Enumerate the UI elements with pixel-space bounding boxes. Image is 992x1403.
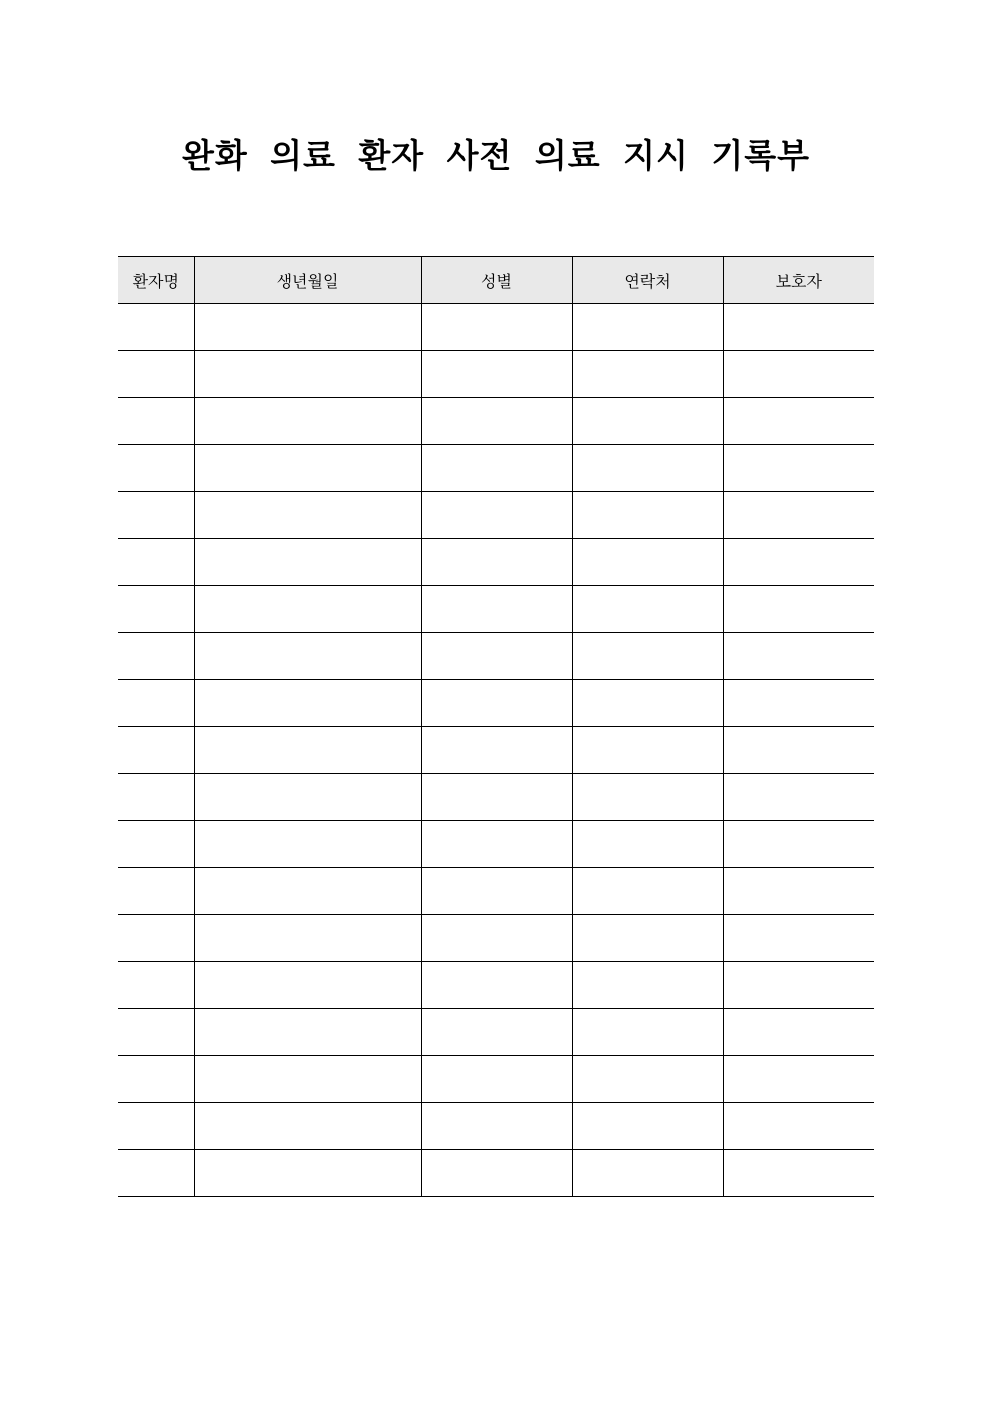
header-guardian: 보호자	[723, 257, 874, 304]
gender-cell[interactable]	[421, 398, 572, 445]
gender-cell[interactable]	[421, 1056, 572, 1103]
guardian-cell[interactable]	[723, 539, 874, 586]
guardian-cell[interactable]	[723, 1056, 874, 1103]
contact-cell[interactable]	[572, 539, 723, 586]
table-body	[118, 304, 874, 1197]
gender-cell[interactable]	[421, 586, 572, 633]
patient-name-cell[interactable]	[118, 821, 194, 868]
table-row	[118, 821, 874, 868]
gender-cell[interactable]	[421, 304, 572, 351]
birth-date-cell[interactable]	[194, 680, 421, 727]
birth-date-cell[interactable]	[194, 1103, 421, 1150]
guardian-cell[interactable]	[723, 633, 874, 680]
patient-name-cell[interactable]	[118, 680, 194, 727]
patient-name-cell[interactable]	[118, 727, 194, 774]
gender-cell[interactable]	[421, 774, 572, 821]
patient-record-table	[118, 256, 874, 1197]
contact-cell[interactable]	[572, 1103, 723, 1150]
guardian-cell[interactable]	[723, 445, 874, 492]
contact-cell[interactable]	[572, 586, 723, 633]
guardian-cell[interactable]	[723, 915, 874, 962]
guardian-cell[interactable]	[723, 962, 874, 1009]
birth-date-cell[interactable]	[194, 962, 421, 1009]
guardian-cell[interactable]	[723, 304, 874, 351]
gender-cell[interactable]	[421, 821, 572, 868]
table-row	[118, 586, 874, 633]
table-row	[118, 492, 874, 539]
birth-date-cell[interactable]	[194, 445, 421, 492]
guardian-cell[interactable]	[723, 774, 874, 821]
gender-cell[interactable]	[421, 492, 572, 539]
table-row	[118, 1009, 874, 1056]
table-row	[118, 1056, 874, 1103]
contact-cell[interactable]	[572, 398, 723, 445]
patient-name-cell[interactable]	[118, 962, 194, 1009]
birth-date-cell[interactable]	[194, 821, 421, 868]
birth-date-cell[interactable]	[194, 633, 421, 680]
header-contact: 연락처	[572, 257, 723, 304]
table-row	[118, 351, 874, 398]
guardian-cell[interactable]	[723, 351, 874, 398]
birth-date-cell[interactable]	[194, 868, 421, 915]
birth-date-cell[interactable]	[194, 351, 421, 398]
contact-cell[interactable]	[572, 1009, 723, 1056]
birth-date-cell[interactable]	[194, 915, 421, 962]
patient-name-cell[interactable]	[118, 445, 194, 492]
guardian-cell[interactable]	[723, 586, 874, 633]
table-row	[118, 962, 874, 1009]
gender-cell[interactable]	[421, 915, 572, 962]
contact-cell[interactable]	[572, 727, 723, 774]
header-patient-name: 환자명	[118, 257, 194, 304]
birth-date-cell[interactable]	[194, 492, 421, 539]
patient-name-cell[interactable]	[118, 774, 194, 821]
guardian-cell[interactable]	[723, 1103, 874, 1150]
table-row	[118, 680, 874, 727]
birth-date-cell[interactable]	[194, 1150, 421, 1197]
table-row	[118, 445, 874, 492]
patient-name-cell[interactable]	[118, 492, 194, 539]
contact-cell[interactable]	[572, 351, 723, 398]
birth-date-cell[interactable]	[194, 586, 421, 633]
table-row	[118, 539, 874, 586]
gender-cell[interactable]	[421, 539, 572, 586]
gender-cell[interactable]	[421, 727, 572, 774]
guardian-cell[interactable]	[723, 398, 874, 445]
contact-cell[interactable]	[572, 304, 723, 351]
gender-cell[interactable]	[421, 868, 572, 915]
gender-cell[interactable]	[421, 680, 572, 727]
birth-date-cell[interactable]	[194, 304, 421, 351]
table-row	[118, 774, 874, 821]
birth-date-cell[interactable]	[194, 398, 421, 445]
table-row	[118, 868, 874, 915]
gender-cell[interactable]	[421, 1103, 572, 1150]
guardian-cell[interactable]	[723, 492, 874, 539]
table-row	[118, 915, 874, 962]
birth-date-cell[interactable]	[194, 539, 421, 586]
contact-cell[interactable]	[572, 868, 723, 915]
patient-name-cell[interactable]	[118, 868, 194, 915]
page-title: 완화 의료 환자 사전 의료 지시 기록부	[181, 136, 811, 175]
gender-cell[interactable]	[421, 351, 572, 398]
guardian-cell[interactable]	[723, 1150, 874, 1197]
contact-cell[interactable]	[572, 821, 723, 868]
patient-name-cell[interactable]	[118, 586, 194, 633]
gender-cell[interactable]	[421, 962, 572, 1009]
table-row	[118, 727, 874, 774]
contact-cell[interactable]	[572, 680, 723, 727]
contact-cell[interactable]	[572, 445, 723, 492]
patient-name-cell[interactable]	[118, 304, 194, 351]
patient-name-cell[interactable]	[118, 1103, 194, 1150]
patient-name-cell[interactable]	[118, 1056, 194, 1103]
table-header-row	[118, 257, 874, 304]
guardian-cell[interactable]	[723, 727, 874, 774]
gender-cell[interactable]	[421, 445, 572, 492]
table-row	[118, 633, 874, 680]
header-gender: 성별	[421, 257, 572, 304]
contact-cell[interactable]	[572, 492, 723, 539]
contact-cell[interactable]	[572, 962, 723, 1009]
birth-date-cell[interactable]	[194, 1056, 421, 1103]
table-row	[118, 304, 874, 351]
patient-name-cell[interactable]	[118, 539, 194, 586]
birth-date-cell[interactable]	[194, 1009, 421, 1056]
gender-cell[interactable]	[421, 1150, 572, 1197]
gender-cell[interactable]	[421, 1009, 572, 1056]
guardian-cell[interactable]	[723, 868, 874, 915]
guardian-cell[interactable]	[723, 680, 874, 727]
patient-name-cell[interactable]	[118, 351, 194, 398]
patient-name-cell[interactable]	[118, 1150, 194, 1197]
table-row	[118, 1103, 874, 1150]
birth-date-cell[interactable]	[194, 727, 421, 774]
guardian-cell[interactable]	[723, 1009, 874, 1056]
contact-cell[interactable]	[572, 633, 723, 680]
guardian-cell[interactable]	[723, 821, 874, 868]
patient-name-cell[interactable]	[118, 915, 194, 962]
patient-name-cell[interactable]	[118, 398, 194, 445]
table-row	[118, 1150, 874, 1197]
contact-cell[interactable]	[572, 1056, 723, 1103]
patient-name-cell[interactable]	[118, 1009, 194, 1056]
header-birth-date: 생년월일	[194, 257, 421, 304]
contact-cell[interactable]	[572, 1150, 723, 1197]
gender-cell[interactable]	[421, 633, 572, 680]
table-row	[118, 398, 874, 445]
patient-name-cell[interactable]	[118, 633, 194, 680]
contact-cell[interactable]	[572, 774, 723, 821]
birth-date-cell[interactable]	[194, 774, 421, 821]
contact-cell[interactable]	[572, 915, 723, 962]
